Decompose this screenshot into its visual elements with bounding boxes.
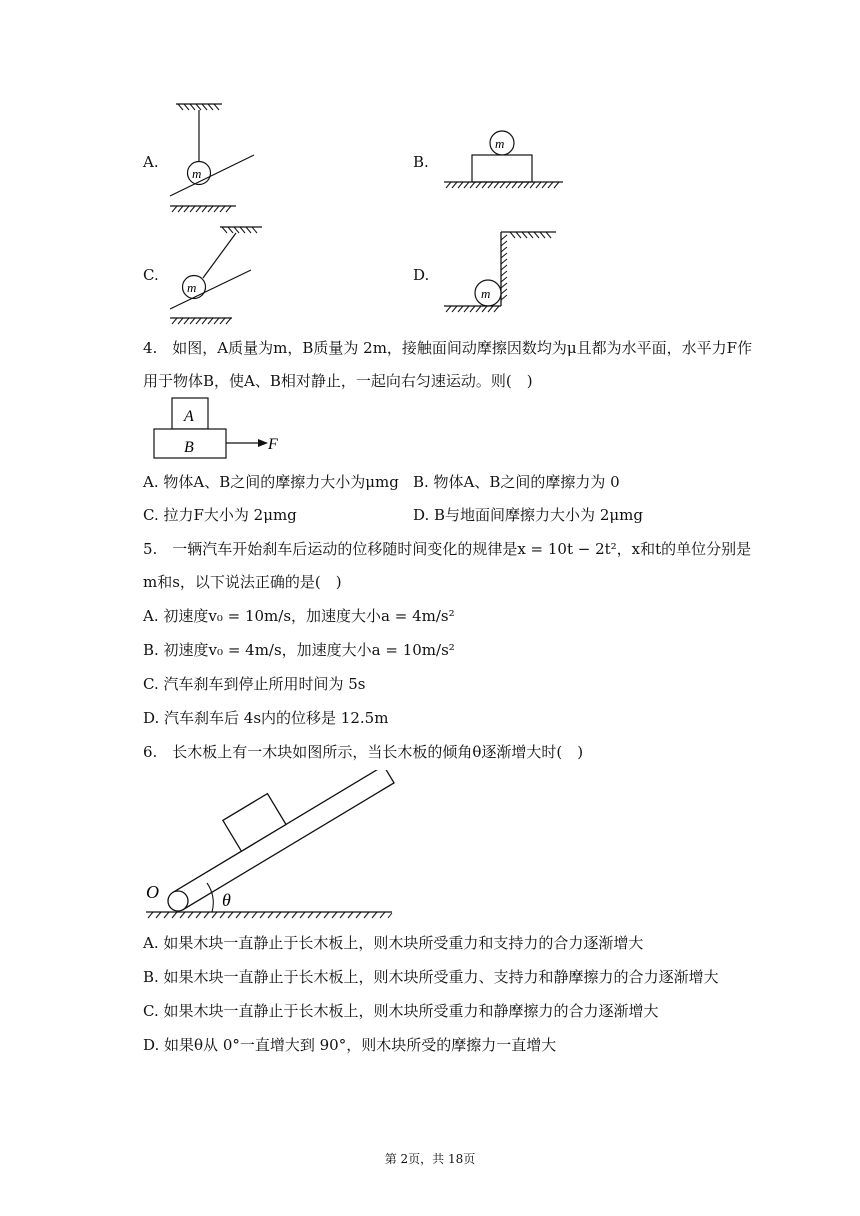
q3-figure-a xyxy=(170,104,254,212)
q4-figure-label-a: A xyxy=(184,408,194,425)
q3-figure-d-mass: m xyxy=(481,286,491,301)
q3-figure-c xyxy=(170,227,262,324)
q4-stem-line2: 用于物体B，使A、B相对静止，一起向右匀速运动。则( ) xyxy=(143,372,533,390)
q3-figure-a-mass: m xyxy=(192,166,202,181)
q4-option-c: C. 拉力F大小为 2μmg xyxy=(143,506,297,524)
q3-figure-d xyxy=(444,232,556,312)
q4-figure-label-f: F xyxy=(268,436,278,453)
q6-figure-label-theta: θ xyxy=(222,890,231,910)
q6-option-a: A. 如果木块一直静止于长木板上，则木块所受重力和支持力的合力逐渐增大 xyxy=(143,934,644,952)
q5-option-a: A. 初速度v₀ = 10m/s，加速度大小a = 4m/s² xyxy=(143,607,455,625)
q3-figure-c-mass: m xyxy=(187,280,197,295)
q4-stem-line1: 4. 如图，A质量为m，B质量为 2m，接触面间动摩擦因数均为μ且都为水平面，水平力F作 xyxy=(143,339,753,357)
q4-option-a: A. 物体A、B之间的摩擦力大小为μmg xyxy=(143,473,399,491)
q4-option-b: B. 物体A、B之间的摩擦力为 0 xyxy=(413,473,620,491)
q5-option-c: C. 汽车刹车到停止所用时间为 5s xyxy=(143,675,366,693)
q6-figure xyxy=(140,770,400,925)
q6-figure-label-o: O xyxy=(146,882,159,902)
q5-stem-line1: 5. 一辆汽车开始刹车后运动的位移随时间变化的规律是x = 10t − 2t²，x和t的单位分别是 xyxy=(143,540,752,558)
q3-option-a-label: A. xyxy=(143,153,159,171)
q3-figures xyxy=(0,0,860,340)
q6-stem: 6. 长木板上有一木块如图所示，当长木板的倾角θ逐渐增大时( ) xyxy=(143,743,584,761)
q5-option-b: B. 初速度v₀ = 4m/s，加速度大小a = 10m/s² xyxy=(143,641,455,659)
q3-option-d-label: D. xyxy=(413,266,430,284)
q4-figure xyxy=(150,396,290,462)
q3-option-c-label: C. xyxy=(143,266,159,284)
q5-option-d: D. 汽车刹车后 4s内的位移是 12.5m xyxy=(143,709,389,727)
q5-stem-line2: m和s，以下说法正确的是( ) xyxy=(143,573,342,591)
page-footer: 第 2页，共 18页 xyxy=(384,1152,476,1166)
q4-figure-label-b: B xyxy=(184,439,194,456)
q6-option-b: B. 如果木块一直静止于长木板上，则木块所受重力、支持力和静摩擦力的合力逐渐增大 xyxy=(143,968,719,986)
q3-figure-b-mass: m xyxy=(495,136,505,151)
q3-option-b-label: B. xyxy=(413,153,429,171)
q6-option-d: D. 如果θ从 0°一直增大到 90°，则木块所受的摩擦力一直增大 xyxy=(143,1036,557,1054)
q6-option-c: C. 如果木块一直静止于长木板上，则木块所受重力和静摩擦力的合力逐渐增大 xyxy=(143,1002,659,1020)
q3-figure-b xyxy=(444,131,563,188)
q4-option-d: D. B与地面间摩擦力大小为 2μmg xyxy=(413,506,643,524)
